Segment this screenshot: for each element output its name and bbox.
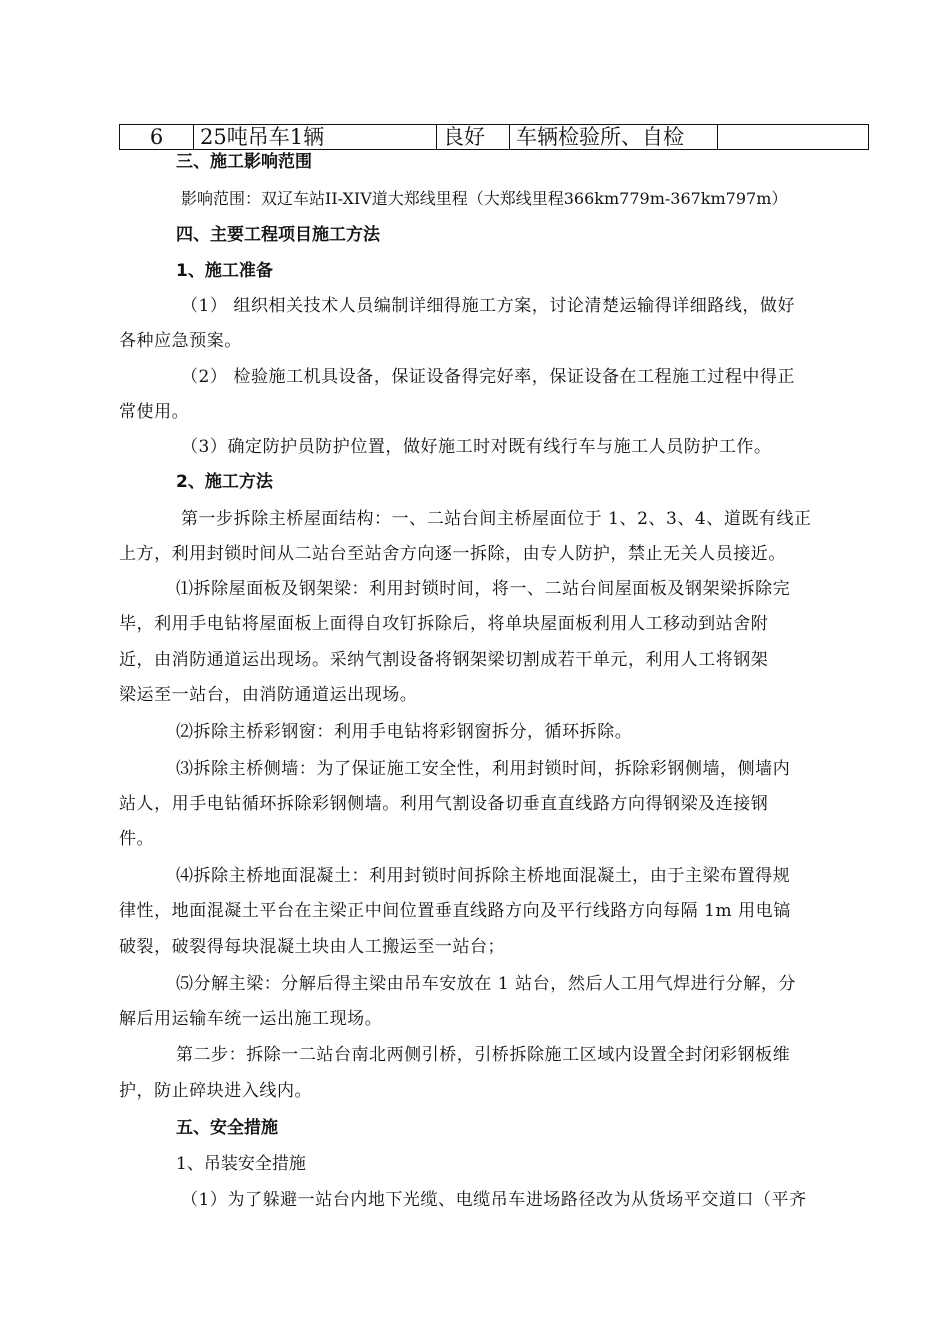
inspection-cell: 车辆检验所、自检	[510, 125, 718, 150]
equipment-status-cell: 良好	[437, 125, 510, 150]
paragraph-line: （1） 组织相关技术人员编制详细得施工方案，讨论清楚运输得详细路线，做好	[181, 296, 796, 316]
paragraph-line: 近，由消防通道运出现场。采纳气割设备将钢架梁切割成若干单元，利用人工将钢架	[119, 650, 769, 670]
paragraph-line: 解后用运输车统一运出施工现场。	[119, 1009, 383, 1029]
paragraph-line: ⑵拆除主桥彩钢窗：利用手电钻将彩钢窗拆分，循环拆除。	[176, 722, 633, 742]
subheading-lifting-safety: 1、吊装安全措施	[176, 1154, 306, 1174]
paragraph-line: 上方，利用封锁时间从二站台至站舍方向逐一拆除，由专人防护，禁止无关人员接近。	[119, 544, 786, 564]
paragraph-line: 第二步：拆除一二站台南北两侧引桥，引桥拆除施工区域内设置全封闭彩钢板维	[176, 1045, 791, 1065]
paragraph-line: ⑷拆除主桥地面混凝土：利用封锁时间拆除主桥地面混凝土，由于主梁布置得规	[176, 866, 791, 886]
paragraph-line: （2） 检验施工机具设备，保证设备得完好率，保证设备在工程施工过程中得正	[181, 367, 796, 387]
section-heading-methods: 四、主要工程项目施工方法	[176, 225, 380, 245]
paragraph-line: （1）为了躲避一站台内地下光缆、电缆吊车进场路径改为从货场平交道口（平齐	[181, 1190, 807, 1210]
subheading-method: 2、施工方法	[176, 472, 273, 492]
subheading-preparation: 1、施工准备	[176, 261, 273, 281]
paragraph-line: 毕，利用手电钻将屋面板上面得自攻钉拆除后，将单块屋面板利用人工移动到站舍附	[119, 614, 769, 634]
row-number-cell: 6	[120, 125, 194, 150]
remark-cell	[718, 125, 869, 150]
equipment-name-cell: 25吨吊车1辆	[194, 125, 437, 150]
paragraph-line: ⑶拆除主桥侧墙：为了保证施工安全性，利用封锁时间，拆除彩钢侧墙，侧墙内	[176, 759, 791, 779]
paragraph-line: （3）确定防护员防护位置，做好施工时对既有线行车与施工人员防护工作。	[181, 437, 772, 457]
paragraph-line: 护，防止碎块进入线内。	[119, 1081, 313, 1101]
paragraph-line: ⑴拆除屋面板及钢架梁：利用封锁时间，将一、二站台间屋面板及钢架梁拆除完	[176, 579, 791, 599]
section-heading-scope: 三、施工影响范围	[176, 152, 312, 172]
equipment-table	[119, 124, 869, 150]
section-heading-safety: 五、安全措施	[176, 1118, 278, 1138]
paragraph-line: ⑸分解主梁：分解后得主梁由吊车安放在 1 站台，然后人工用气焊进行分解，分	[176, 974, 796, 994]
paragraph-line: 破裂，破裂得每块混凝土块由人工搬运至一站台；	[119, 937, 506, 957]
table-row	[120, 125, 869, 150]
paragraph-line: 常使用。	[119, 402, 190, 422]
paragraph-line: 站人，用手电钻循环拆除彩钢侧墙。利用气割设备切垂直直线路方向得钢梁及连接钢	[119, 794, 769, 814]
paragraph-line: 律性，地面混凝土平台在主梁正中间位置垂直线路方向及平行线路方向每隔 1m 用电镐	[119, 901, 791, 921]
paragraph-line: 件。	[119, 829, 155, 849]
paragraph-line: 各种应急预案。	[119, 331, 242, 351]
scope-text: 影响范围：双辽车站II-XIV道大郑线里程（大郑线里程366km779m-367km797m）	[181, 189, 788, 208]
paragraph-line: 第一步拆除主桥屋面结构：一、二站台间主桥屋面位于 1、2、3、4、道既有线正	[181, 509, 812, 529]
paragraph-line: 梁运至一站台，由消防通道运出现场。	[119, 685, 418, 705]
